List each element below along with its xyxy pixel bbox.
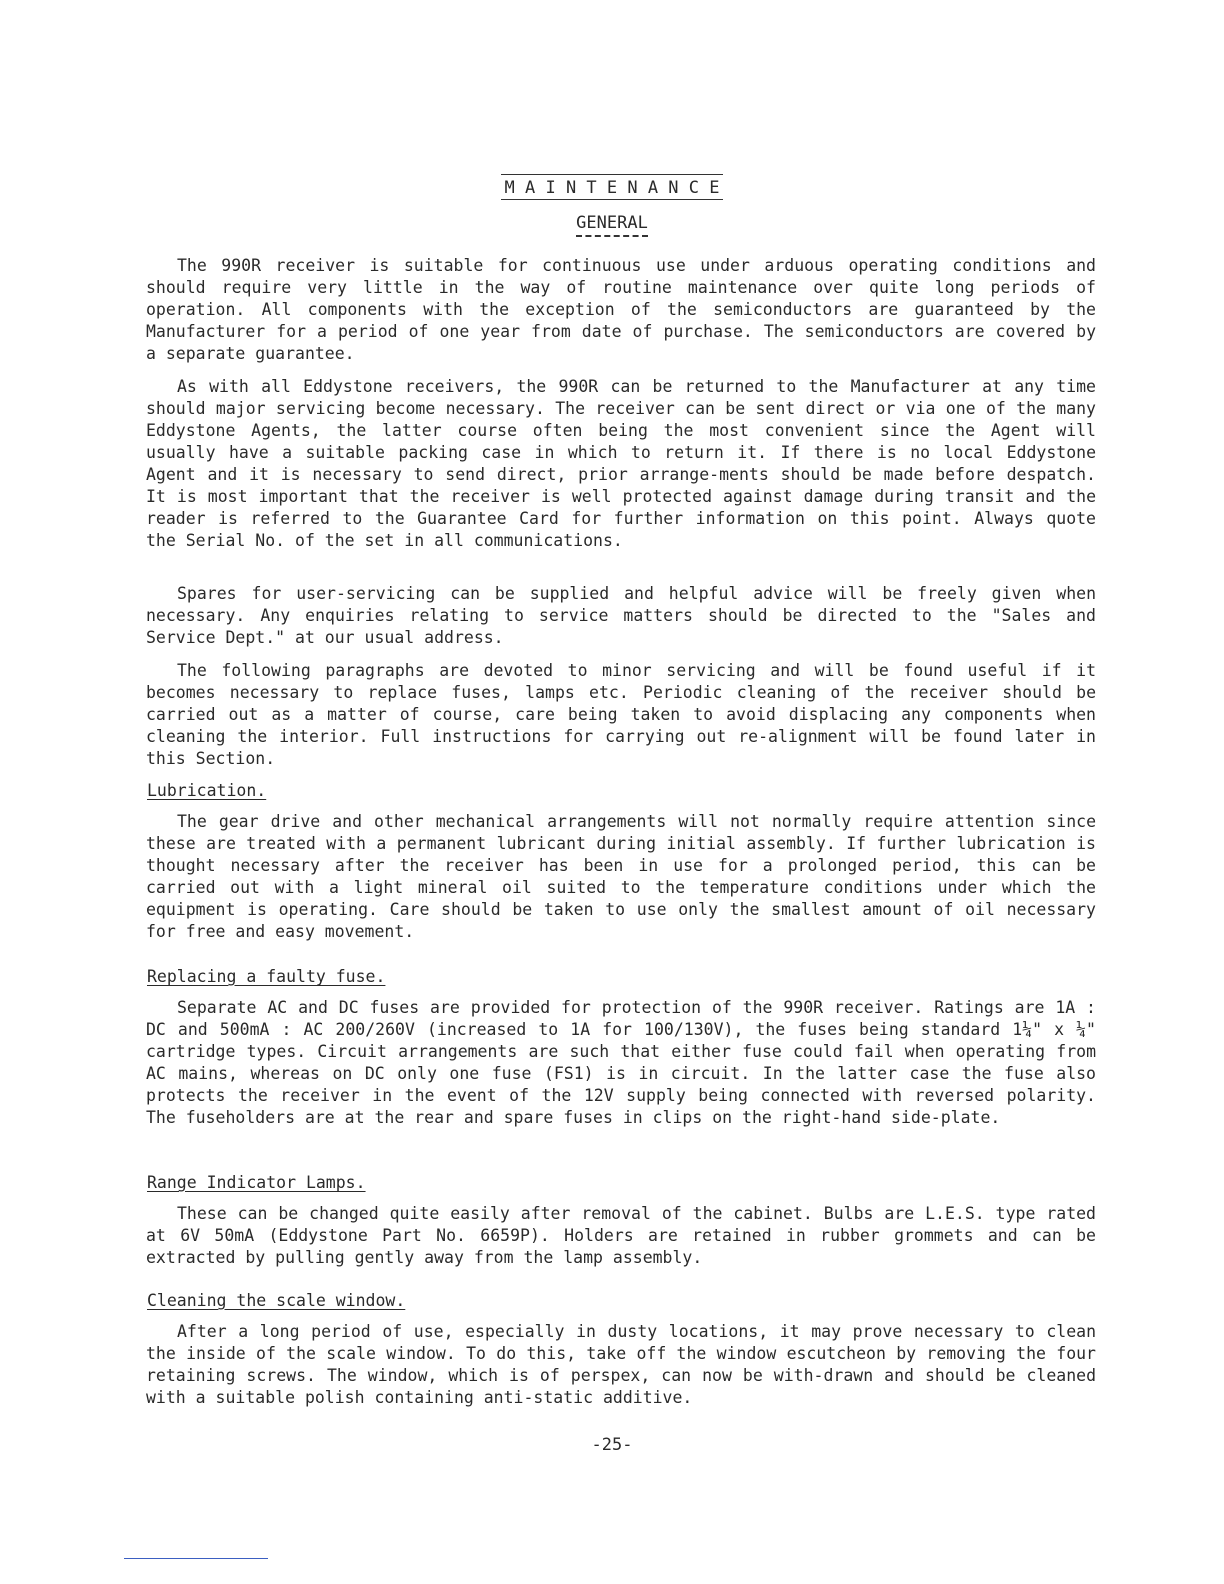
- page-number: -25-: [591, 1435, 633, 1455]
- paragraph-lamps: These can be changed quite easily after removal of the cabinet. Bulbs are L.E.S. type rated at 6V 50mA (Eddystone Part No. 6659P). Holders are retained in rubber grommets and can be extracted by pulling gently away from the lamp assembly.: [146, 1204, 1096, 1267]
- paragraph-scale-window: After a long period of use, especially in dusty locations, it may prove necessary to clean the inside of the scale window. To do this, take off the window escutcheon by removing the four retaining screws. The window, which is of perspex, can now be with-drawn and should be cleaned with a suitable polish containing anti-static additive.: [146, 1322, 1096, 1407]
- heading-fuse: Replacing a faulty fuse.: [147, 967, 386, 986]
- paragraph-intro: The 990R receiver is suitable for continuous use under arduous operating conditions and should require very little in the way of routine maintenance over quite long periods of operation. All components with the exception of the semiconductors are guaranteed by the Manufacturer for a period of one year from date of purchase. The semiconductors are covered by a separate guarantee.: [146, 256, 1096, 363]
- paragraph-minor-servicing: The following paragraphs are devoted to minor servicing and will be found useful if it becomes necessary to replace fuses, lamps etc. Periodic cleaning of the receiver should be carried out as a matter of course, care being taken to avoid displacing any components when cleaning the interior. Full instructions for carrying out re-alignment will be found later in this Section.: [146, 661, 1096, 768]
- footnote-divider: [124, 1558, 268, 1559]
- page-title: [0, 174, 1224, 200]
- heading-lubrication: Lubrication.: [147, 781, 267, 800]
- heading-scale-window: Cleaning the scale window.: [147, 1291, 406, 1310]
- paragraph-spares: Spares for user-servicing can be supplied and helpful advice will be freely given when necessary. Any enquiries relating to service matters should be directed to the "Sales and Service Dept." at our usual address.: [146, 584, 1096, 647]
- paragraph-returns: As with all Eddystone receivers, the 990R can be returned to the Manufacturer at any time should major servicing become necessary. The receiver can be sent direct or via one of the many Eddystone Agents, the latter course often being the most convenient since the Agent will usually have a suitable packing case in which to return it. If there is no local Eddystone Agent and it is necessary to send direct, prior arrange-ments should be made before despatch. It is most important that the receiver is well protected against damage during transit and the reader is referred to the Guarantee Card for further information on this point. Always quote the Serial No. of the set in all communications.: [146, 377, 1096, 550]
- paragraph-fuse: Separate AC and DC fuses are provided for protection of the 990R receiver. Ratings are 1A : DC and 500mA : AC 200/260V (increased to 1A for 100/130V), the fuses being standard 1¼" x ¼" cartridge types. Circuit arrangements are such that either fuse could fail when operating from AC mains, whereas on DC only one fuse (FS1) is in circuit. In the latter case the fuse also protects the receiver in the event of the 12V supply being connected with reversed polarity. The fuseholders are at the rear and spare fuses in clips on the right-hand side-plate.: [146, 998, 1096, 1127]
- page-subtitle: [0, 212, 1224, 237]
- heading-lamps: Range Indicator Lamps.: [147, 1173, 366, 1192]
- page-title-text: M A I N T E N A N C E: [501, 174, 724, 200]
- page-subtitle-text: GENERAL: [576, 212, 648, 237]
- paragraph-lubrication: The gear drive and other mechanical arrangements will not normally require attention since these are treated with a permanent lubricant during initial assembly. If further lubrication is thought necessary after the receiver has been in use for a prolonged period, this can be carried out with a light mineral oil suited to the temperature conditions under which the equipment is operating. Care should be taken to use only the smallest amount of oil necessary for free and easy movement.: [146, 812, 1096, 941]
